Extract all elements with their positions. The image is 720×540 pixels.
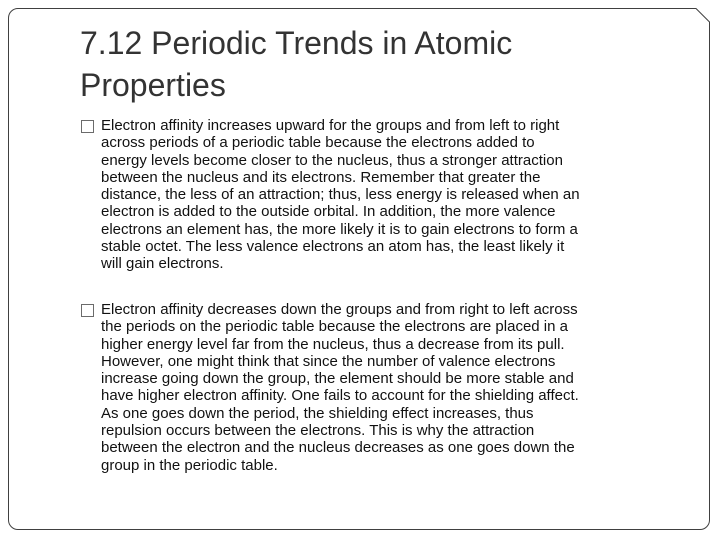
bullet-text-1 [101, 117, 681, 273]
bullet-2-line: Electron affinity decreases down the groups and from right to left across [101, 301, 578, 318]
bullet-2-line: higher energy level far from the nucleus, thus a decrease from its pull. [101, 335, 565, 353]
bullet-1-line: electron is added to the outside orbital. In addition, the more valence [101, 203, 556, 221]
bullet-2-line: However, one might think that since the number of valence electrons [101, 352, 556, 370]
bullet-item-1 [81, 117, 681, 273]
square-bullet-icon [81, 304, 94, 317]
slide-title: 7.12 Periodic Trends in Atomic Properties [80, 25, 513, 103]
bullet-1-line: distance, the less of an attraction; thus, less energy is released when an [101, 186, 580, 204]
bullet-1-line: electrons an element has, the more likely it is to gain electrons to form a [101, 220, 578, 238]
bullet-1-line: energy levels become closer to the nucleus, thus a stronger attraction [101, 151, 563, 169]
bullet-1-line: across periods of a periodic table because the electrons added to [101, 134, 535, 152]
bullet-item-2 [81, 301, 681, 474]
bullet-1-line: Electron affinity increases upward for the groups and from left to right [101, 117, 560, 134]
bullet-2-line: group in the periodic table. [101, 456, 278, 474]
bullet-2-line: the periods on the periodic table because the electrons are placed in a [101, 318, 568, 336]
bullet-1-line: between the nucleus and its electrons. Remember that greater the [101, 168, 541, 186]
square-bullet-icon [81, 120, 94, 133]
bullet-2-line: have higher electron affinity. One fails to account for the shielding affect. [101, 387, 579, 405]
bullet-2-line: between the electron and the nucleus decreases as one goes down the [101, 439, 575, 457]
bullet-text-2 [101, 301, 681, 474]
bullet-1-line: stable octet. The less valence electrons an atom has, the least likely it [101, 238, 565, 256]
bullet-1-line: will gain electrons. [101, 255, 224, 273]
bullet-2-line: repulsion occurs between the electrons. This is why the attraction [101, 422, 535, 440]
bullet-2-line: increase going down the group, the element should be more stable and [101, 370, 574, 388]
page-fold-corner [688, 8, 710, 30]
page-fold-icon [688, 8, 710, 30]
bullet-2-line: As one goes down the period, the shielding effect increases, thus [101, 404, 534, 422]
